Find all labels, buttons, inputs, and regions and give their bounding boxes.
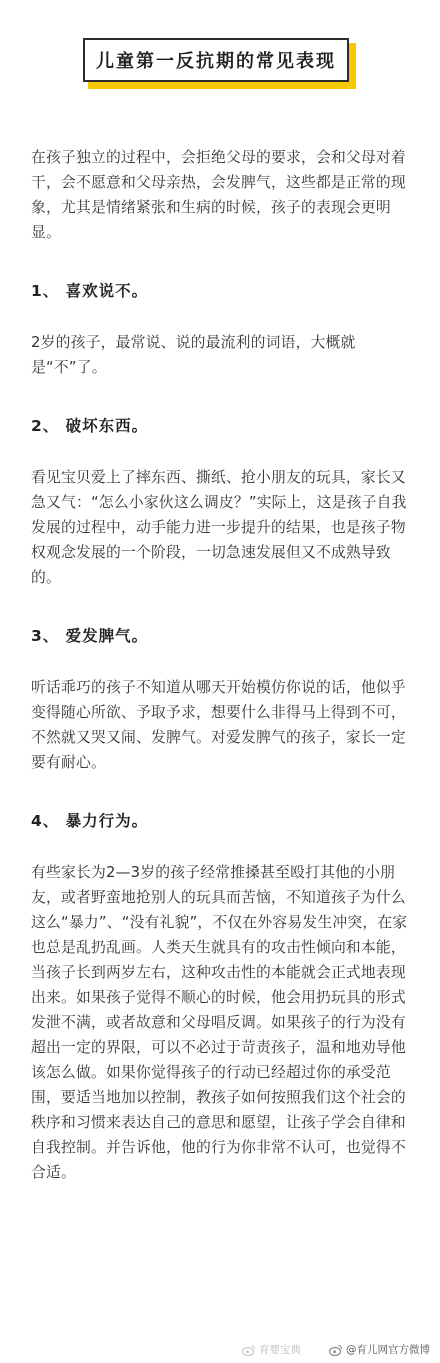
section-heading-2: 2、 破坏东西。 xyxy=(31,417,149,435)
section-body-2: 看见宝贝爱上了摔东西、撕纸、抢小朋友的玩具，家长又急又气：“怎么小家伙这么调皮？”实际上，这是孩子自我发展的过程中，动手能力进一步提升的结果，也是孩子物权观念发展的一个阶段，一切急速发展但又不成熟导致的。 xyxy=(31,469,407,586)
section-heading-4: 4、 暴力行为。 xyxy=(31,812,149,830)
section-body-3: 听话乖巧的孩子不知道从哪天开始模仿你说的话，他似乎变得随心所欲、予取予求，想要什么非得马上得到不可，不然就又哭又闹、发脾气。对爱发脾气的孩子，家长一定要有耐心。 xyxy=(31,679,406,771)
weibo-icon xyxy=(242,1344,256,1356)
page-title: 儿童第一反抗期的常见表现 xyxy=(96,51,336,72)
weibo-icon xyxy=(329,1344,343,1356)
section-body-4: 有些家长为2—3岁的孩子经常推搡甚至殴打其他的小朋友，或者野蛮地抢别人的玩具而苦恼，不知道孩子为什么这么“暴力”、“没有礼貌”，不仅在外容易发生冲突，在家也总是乱扔乱画。人类天生就具有的攻击性倾向和本能，当孩子长到两岁左右，这种攻击性的本能就会正式地表现出来。如果孩子觉得不顺心的时候，他会用扔玩具的形式发泄不满，或者故意和父母唱反调。如果孩子的行为没有超出一定的界限，可以不必过于苛责孩子，温和地劝导他该怎么做。如果你觉得孩子的行动已经超过你的承受范围，要适当地加以控制，教孩子如何按照我们这个社会的秩序和习惯来表达自己的意思和愿望，让孩子学会自律和自我控制。并告诉他，他的行为你非常不认可，也觉得不合适。 xyxy=(31,864,408,1181)
intro-paragraph: 在孩子独立的过程中，会拒绝父母的要求，会和父母对着干，会不愿意和父母亲热，会发脾气，这些都是正常的现象，尤其是情绪紧张和生病的时候，孩子的表现会更明显。 xyxy=(31,149,406,241)
watermark-right-text: @育儿网官方微博 xyxy=(346,1344,430,1356)
section-body-1: 2岁的孩子，最常说、说的最流利的词语，大概就是“不”了。 xyxy=(31,334,356,376)
section-heading-3: 3、 爱发脾气。 xyxy=(31,627,149,645)
title-banner xyxy=(83,38,358,90)
watermark-footer xyxy=(242,1342,430,1357)
article-content xyxy=(31,145,413,1185)
section-heading-1: 1、 喜欢说不。 xyxy=(31,282,149,300)
title-box xyxy=(83,38,349,82)
watermark-left xyxy=(242,1342,301,1357)
watermark-right xyxy=(329,1342,430,1357)
watermark-left-text: 育婴宝典 xyxy=(259,1344,301,1356)
